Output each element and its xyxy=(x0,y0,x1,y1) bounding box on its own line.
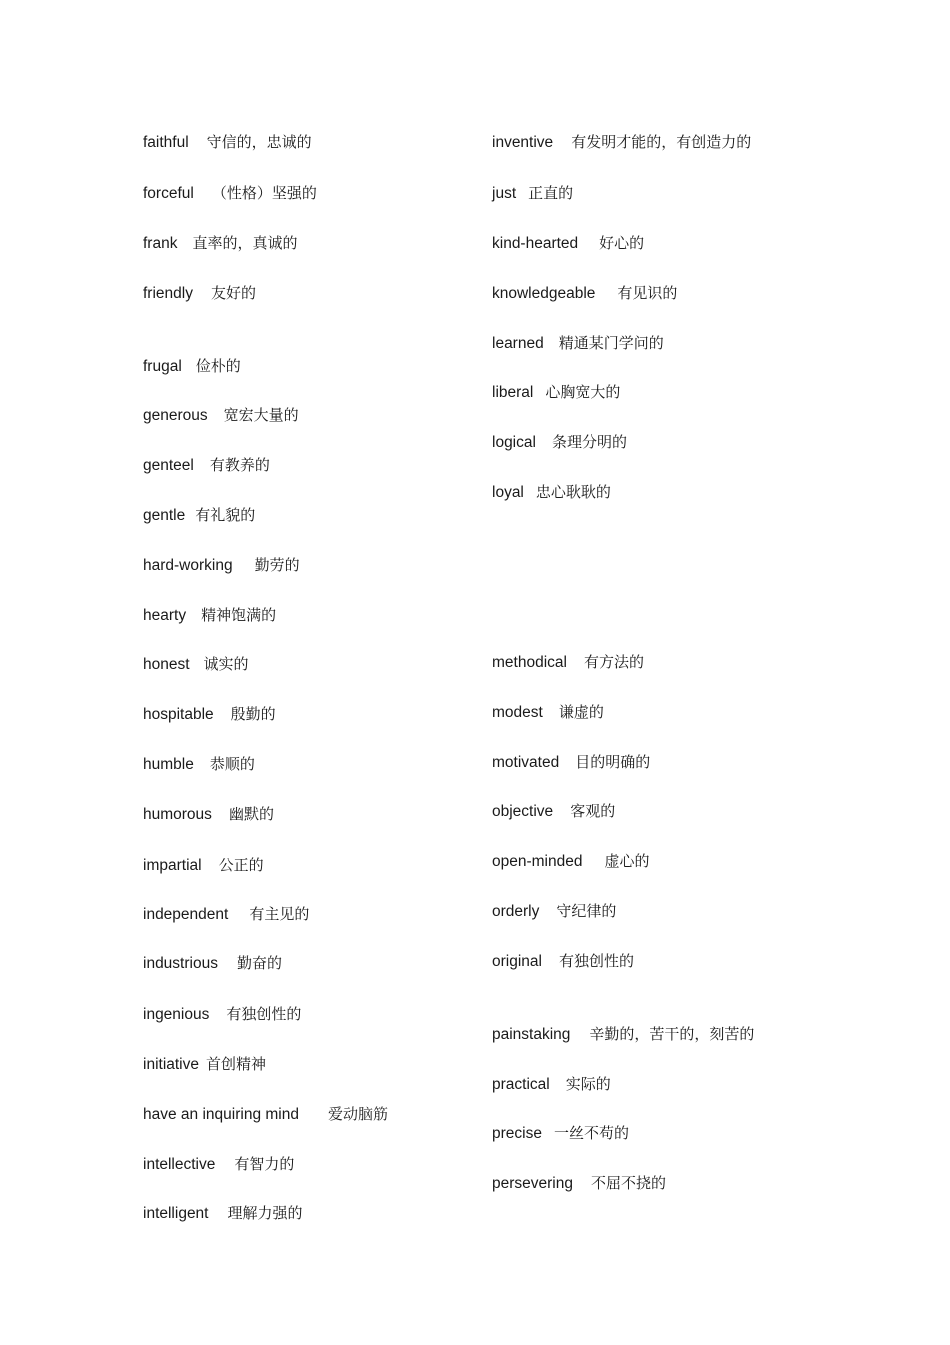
english-word: independent xyxy=(143,906,229,923)
vocab-entry xyxy=(492,652,644,673)
english-word: hospitable xyxy=(143,706,214,723)
vocab-entry xyxy=(143,405,299,426)
english-word: kind-hearted xyxy=(492,235,579,252)
vocab-entry xyxy=(143,1004,301,1025)
vocab-entry xyxy=(143,505,255,526)
vocab-entry xyxy=(143,953,282,974)
english-word: generous xyxy=(143,407,208,424)
english-word: orderly xyxy=(492,903,540,920)
chinese-meaning: 诚实的 xyxy=(203,655,249,673)
english-word: gentle xyxy=(143,507,186,524)
english-word: frank xyxy=(143,235,178,252)
english-word: precise xyxy=(492,1125,542,1142)
vocab-entry xyxy=(492,1123,629,1144)
english-word: motivated xyxy=(492,754,560,771)
vocab-entry xyxy=(143,804,274,825)
english-word: industrious xyxy=(143,955,218,972)
english-word: modest xyxy=(492,704,543,721)
english-word: objective xyxy=(492,803,554,820)
english-word: honest xyxy=(143,656,190,673)
chinese-meaning: 虚心的 xyxy=(604,852,650,870)
vocab-entry xyxy=(492,432,627,453)
vocab-entry xyxy=(492,183,573,204)
vocab-entry xyxy=(143,356,241,377)
chinese-meaning: 守纪律的 xyxy=(556,902,617,920)
chinese-meaning: 恭顺的 xyxy=(209,755,255,773)
chinese-meaning: 实际的 xyxy=(565,1075,611,1093)
chinese-meaning: 理解力强的 xyxy=(227,1204,303,1222)
chinese-meaning: 勤劳的 xyxy=(254,556,300,574)
english-word: forceful xyxy=(143,185,194,202)
chinese-meaning: 有独创性的 xyxy=(558,952,634,970)
english-word: faithful xyxy=(143,134,189,151)
vocab-entry xyxy=(143,455,270,476)
english-word: just xyxy=(492,185,517,202)
vocab-entry xyxy=(492,901,616,922)
vocab-entry xyxy=(143,283,256,304)
vocab-entry xyxy=(492,851,650,872)
vocab-entry xyxy=(492,752,650,773)
vocab-entry xyxy=(492,801,615,822)
vocab-entry xyxy=(492,482,611,503)
english-word: humorous xyxy=(143,806,212,823)
vocab-entry xyxy=(492,283,677,304)
vocab-entry xyxy=(492,951,634,972)
chinese-meaning: 有见识的 xyxy=(617,284,678,302)
english-word: methodical xyxy=(492,654,567,671)
vocab-entry xyxy=(143,233,297,254)
english-word: genteel xyxy=(143,457,194,474)
chinese-meaning: 有发明才能的，有创造力的 xyxy=(571,133,752,151)
chinese-meaning: 忠心耿耿的 xyxy=(535,483,611,501)
chinese-meaning: 有教养的 xyxy=(209,456,270,474)
english-word: impartial xyxy=(143,857,202,874)
vocab-entry xyxy=(143,855,264,876)
english-word: initiative xyxy=(143,1056,199,1073)
english-word: intelligent xyxy=(143,1205,209,1222)
chinese-meaning: 守信的，忠诚的 xyxy=(206,133,312,151)
english-word: inventive xyxy=(492,134,554,151)
vocab-entry xyxy=(492,132,751,153)
vocab-entry xyxy=(143,654,249,675)
vocab-entry xyxy=(143,1054,266,1075)
english-word: persevering xyxy=(492,1175,573,1192)
vocab-entry xyxy=(143,1154,294,1175)
english-word: intellective xyxy=(143,1156,216,1173)
chinese-meaning: 正直的 xyxy=(528,184,574,202)
chinese-meaning: 不屈不挠的 xyxy=(591,1174,667,1192)
english-word: hearty xyxy=(143,607,187,624)
vocab-entry xyxy=(143,605,276,626)
vocab-entry xyxy=(143,183,317,204)
vocab-entry xyxy=(143,1203,303,1224)
chinese-meaning: 俭朴的 xyxy=(195,357,241,375)
vocab-entry xyxy=(492,1173,666,1194)
chinese-meaning: 宽宏大量的 xyxy=(223,406,299,424)
english-word: ingenious xyxy=(143,1006,210,1023)
chinese-meaning: 有智力的 xyxy=(234,1155,295,1173)
chinese-meaning: 有主见的 xyxy=(249,905,310,923)
chinese-meaning: 直率的，真诚的 xyxy=(192,234,298,252)
english-word: open-minded xyxy=(492,853,583,870)
vocab-entry xyxy=(143,555,300,576)
english-word: learned xyxy=(492,335,544,352)
chinese-meaning: 精通某门学问的 xyxy=(558,334,664,352)
english-word: knowledgeable xyxy=(492,285,596,302)
chinese-meaning: 有独创性的 xyxy=(226,1005,302,1023)
chinese-meaning: 好心的 xyxy=(599,234,645,252)
vocab-entry xyxy=(492,382,620,403)
english-word: practical xyxy=(492,1076,550,1093)
english-word: loyal xyxy=(492,484,524,501)
vocab-entry xyxy=(143,132,312,153)
chinese-meaning: 友好的 xyxy=(210,284,256,302)
chinese-meaning: （性格）坚强的 xyxy=(211,184,317,202)
chinese-meaning: 有方法的 xyxy=(583,653,644,671)
english-word: painstaking xyxy=(492,1026,571,1043)
chinese-meaning: 幽默的 xyxy=(228,805,274,823)
chinese-meaning: 心胸宽大的 xyxy=(545,383,621,401)
english-word: have an inquiring mind xyxy=(143,1106,299,1123)
vocab-entry xyxy=(492,233,644,254)
english-word: frugal xyxy=(143,358,182,375)
chinese-meaning: 一丝不苟的 xyxy=(553,1124,629,1142)
english-word: humble xyxy=(143,756,194,773)
vocab-entry xyxy=(492,702,604,723)
chinese-meaning: 公正的 xyxy=(218,856,264,874)
english-word: logical xyxy=(492,434,536,451)
english-word: hard-working xyxy=(143,557,233,574)
chinese-meaning: 谦虚的 xyxy=(558,703,604,721)
chinese-meaning: 首创精神 xyxy=(206,1055,267,1073)
vocab-entry xyxy=(143,904,309,925)
chinese-meaning: 勤奋的 xyxy=(236,954,282,972)
chinese-meaning: 爱动脑筋 xyxy=(327,1105,388,1123)
chinese-meaning: 客观的 xyxy=(570,802,616,820)
chinese-meaning: 有礼貌的 xyxy=(195,506,256,524)
english-word: liberal xyxy=(492,384,534,401)
english-word: original xyxy=(492,953,542,970)
vocab-entry xyxy=(492,333,664,354)
vocab-entry xyxy=(143,1104,388,1125)
english-word: friendly xyxy=(143,285,193,302)
vocab-entry xyxy=(492,1074,611,1095)
chinese-meaning: 殷勤的 xyxy=(230,705,276,723)
vocab-entry xyxy=(492,1024,754,1045)
chinese-meaning: 目的明确的 xyxy=(575,753,651,771)
vocab-entry xyxy=(143,754,255,775)
vocab-entry xyxy=(143,704,276,725)
chinese-meaning: 辛勤的，苦干的，刻苦的 xyxy=(589,1025,755,1043)
chinese-meaning: 精神饱满的 xyxy=(201,606,277,624)
chinese-meaning: 条理分明的 xyxy=(551,433,627,451)
